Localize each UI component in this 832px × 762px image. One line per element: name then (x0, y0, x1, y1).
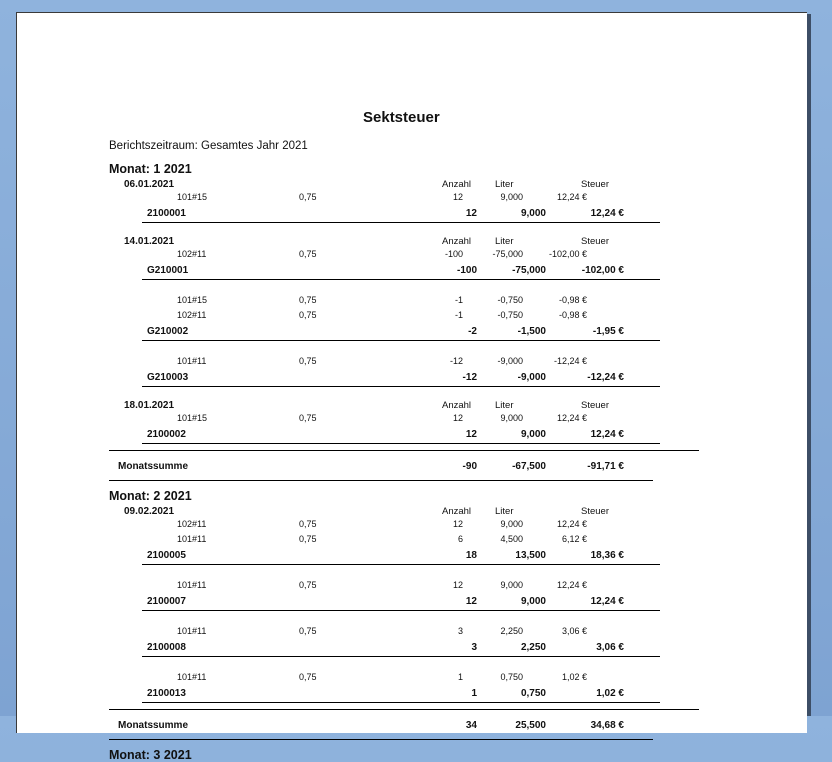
item-qty: 6 (457, 534, 463, 544)
invoice-total-qty: 3 (471, 642, 477, 653)
item-tax: 12,24 € (556, 519, 587, 529)
item-liter: 9,000 (500, 192, 523, 202)
invoice-rule (142, 610, 660, 611)
invoice-rule (142, 222, 660, 223)
invoice-number: 2100005 (147, 550, 186, 561)
invoice-total-liter: 2,250 (520, 642, 546, 653)
col-header-steuer: Steuer (581, 506, 609, 517)
item-bottle-size: 0,75 (299, 580, 317, 590)
invoice-rule (142, 386, 660, 387)
invoice-total-qty: 18 (465, 550, 477, 561)
invoice-total-qty: -12 (462, 372, 477, 383)
invoice-number: G210002 (147, 326, 189, 337)
invoice-total-tax: 3,06 € (596, 642, 624, 653)
item-liter: 9,000 (500, 519, 523, 529)
month-heading: Monat: 3 2021 (109, 748, 192, 762)
col-header-anzahl: Anzahl (442, 179, 472, 190)
invoice-total-tax: -12,24 € (587, 372, 624, 383)
invoice-total-liter: 0,750 (520, 688, 546, 699)
item-qty: 12 (452, 580, 463, 590)
item-article: 102#11 (177, 519, 207, 529)
item-tax: 12,24 € (556, 580, 587, 590)
item-article: 101#11 (177, 534, 207, 544)
item-bottle-size: 0,75 (299, 534, 317, 544)
month-summary-bottom-rule (109, 739, 653, 740)
item-article: 101#11 (177, 672, 207, 682)
item-bottle-size: 0,75 (299, 249, 317, 259)
item-liter: -75,000 (492, 249, 523, 259)
month-summary-bottom-rule (109, 480, 653, 481)
invoice-number: 2100001 (147, 208, 186, 219)
month-summary-label: Monatssumme (118, 720, 189, 731)
item-qty: 12 (452, 413, 463, 423)
date-heading: 18.01.2021 (124, 400, 175, 411)
item-tax: 6,12 € (561, 534, 587, 544)
invoice-total-qty: -100 (456, 265, 477, 276)
item-article: 101#15 (177, 413, 208, 423)
item-article: 101#11 (177, 580, 207, 590)
item-liter: -9,000 (497, 356, 523, 366)
item-article: 102#11 (177, 310, 207, 320)
invoice-rule (142, 564, 660, 565)
invoice-total-qty: -2 (468, 326, 477, 337)
item-article: 101#11 (177, 626, 207, 636)
invoice-total-tax: -102,00 € (581, 265, 624, 276)
invoice-total-qty: 12 (465, 208, 477, 219)
item-qty: 3 (457, 626, 463, 636)
item-qty: 12 (452, 192, 463, 202)
item-liter: 0,750 (500, 672, 523, 682)
item-tax: -12,24 € (553, 356, 587, 366)
invoice-total-qty: 12 (465, 596, 477, 607)
invoice-total-liter: -1,500 (517, 326, 546, 337)
invoice-total-tax: 12,24 € (590, 429, 624, 440)
report-period: Berichtszeitraum: Gesamtes Jahr 2021 (109, 140, 308, 152)
item-qty: -1 (454, 295, 463, 305)
col-header-liter: Liter (495, 179, 514, 190)
item-qty: -1 (454, 310, 463, 320)
item-tax: 12,24 € (556, 413, 587, 423)
item-bottle-size: 0,75 (299, 413, 317, 423)
invoice-rule (142, 279, 660, 280)
month-summary-top-rule (109, 450, 699, 451)
col-header-liter: Liter (495, 236, 514, 247)
item-liter: 4,500 (500, 534, 523, 544)
invoice-total-qty: 1 (471, 688, 477, 699)
report-page[interactable] (16, 12, 807, 762)
month-summary-qty: 34 (465, 720, 477, 731)
month-summary-tax: -91,71 € (587, 461, 624, 472)
invoice-total-tax: 12,24 € (590, 596, 624, 607)
item-article: 101#15 (177, 295, 208, 305)
month-summary-qty: -90 (462, 461, 477, 472)
item-tax: 12,24 € (556, 192, 587, 202)
invoice-total-tax: 1,02 € (596, 688, 624, 699)
item-liter: -0,750 (497, 310, 523, 320)
item-bottle-size: 0,75 (299, 356, 317, 366)
month-summary-top-rule (109, 709, 699, 710)
item-bottle-size: 0,75 (299, 310, 317, 320)
invoice-total-tax: 18,36 € (590, 550, 624, 561)
item-qty: -12 (449, 356, 463, 366)
col-header-anzahl: Anzahl (442, 506, 472, 517)
item-bottle-size: 0,75 (299, 626, 317, 636)
invoice-total-tax: -1,95 € (592, 326, 624, 337)
invoice-total-qty: 12 (465, 429, 477, 440)
month-heading: Monat: 2 2021 (109, 489, 192, 503)
item-bottle-size: 0,75 (299, 192, 317, 202)
item-article: 102#11 (177, 249, 207, 259)
item-qty: -100 (444, 249, 463, 259)
invoice-rule (142, 340, 660, 341)
item-qty: 12 (452, 519, 463, 529)
item-tax: 3,06 € (561, 626, 587, 636)
month-summary-liter: 25,500 (515, 720, 546, 731)
month-summary-liter: -67,500 (512, 461, 546, 472)
invoice-total-tax: 12,24 € (590, 208, 624, 219)
date-heading: 06.01.2021 (124, 179, 175, 190)
date-heading: 14.01.2021 (124, 236, 175, 247)
item-liter: 2,250 (500, 626, 523, 636)
invoice-total-liter: 9,000 (520, 429, 546, 440)
item-tax: -102,00 € (548, 249, 587, 259)
item-liter: 9,000 (500, 580, 523, 590)
item-liter: 9,000 (500, 413, 523, 423)
invoice-number: G210003 (147, 372, 189, 383)
col-header-anzahl: Anzahl (442, 236, 472, 247)
invoice-total-liter: -9,000 (517, 372, 546, 383)
item-bottle-size: 0,75 (299, 672, 317, 682)
invoice-total-liter: 9,000 (520, 596, 546, 607)
month-heading: Monat: 1 2021 (109, 162, 192, 176)
invoice-rule (142, 656, 660, 657)
invoice-rule (142, 702, 660, 703)
item-article: 101#11 (177, 356, 207, 366)
item-liter: -0,750 (497, 295, 523, 305)
col-header-liter: Liter (495, 506, 514, 517)
item-tax: -0,98 € (558, 295, 587, 305)
month-summary-label: Monatssumme (118, 461, 189, 472)
item-bottle-size: 0,75 (299, 519, 317, 529)
col-header-steuer: Steuer (581, 236, 609, 247)
invoice-number: 2100013 (147, 688, 186, 699)
month-summary-tax: 34,68 € (590, 720, 624, 731)
col-header-anzahl: Anzahl (442, 400, 472, 411)
item-bottle-size: 0,75 (299, 295, 317, 305)
item-tax: -0,98 € (558, 310, 587, 320)
item-tax: 1,02 € (561, 672, 587, 682)
invoice-rule (142, 443, 660, 444)
item-article: 101#15 (177, 192, 208, 202)
invoice-total-liter: 13,500 (515, 550, 546, 561)
item-qty: 1 (457, 672, 463, 682)
col-header-liter: Liter (495, 400, 514, 411)
invoice-number: 2100008 (147, 642, 186, 653)
invoice-total-liter: -75,000 (512, 265, 546, 276)
date-heading: 09.02.2021 (124, 506, 175, 517)
invoice-number: 2100007 (147, 596, 186, 607)
col-header-steuer: Steuer (581, 179, 609, 190)
report-title: Sektsteuer (363, 109, 440, 126)
invoice-total-liter: 9,000 (520, 208, 546, 219)
invoice-number: 2100002 (147, 429, 186, 440)
col-header-steuer: Steuer (581, 400, 609, 411)
invoice-number: G210001 (147, 265, 189, 276)
